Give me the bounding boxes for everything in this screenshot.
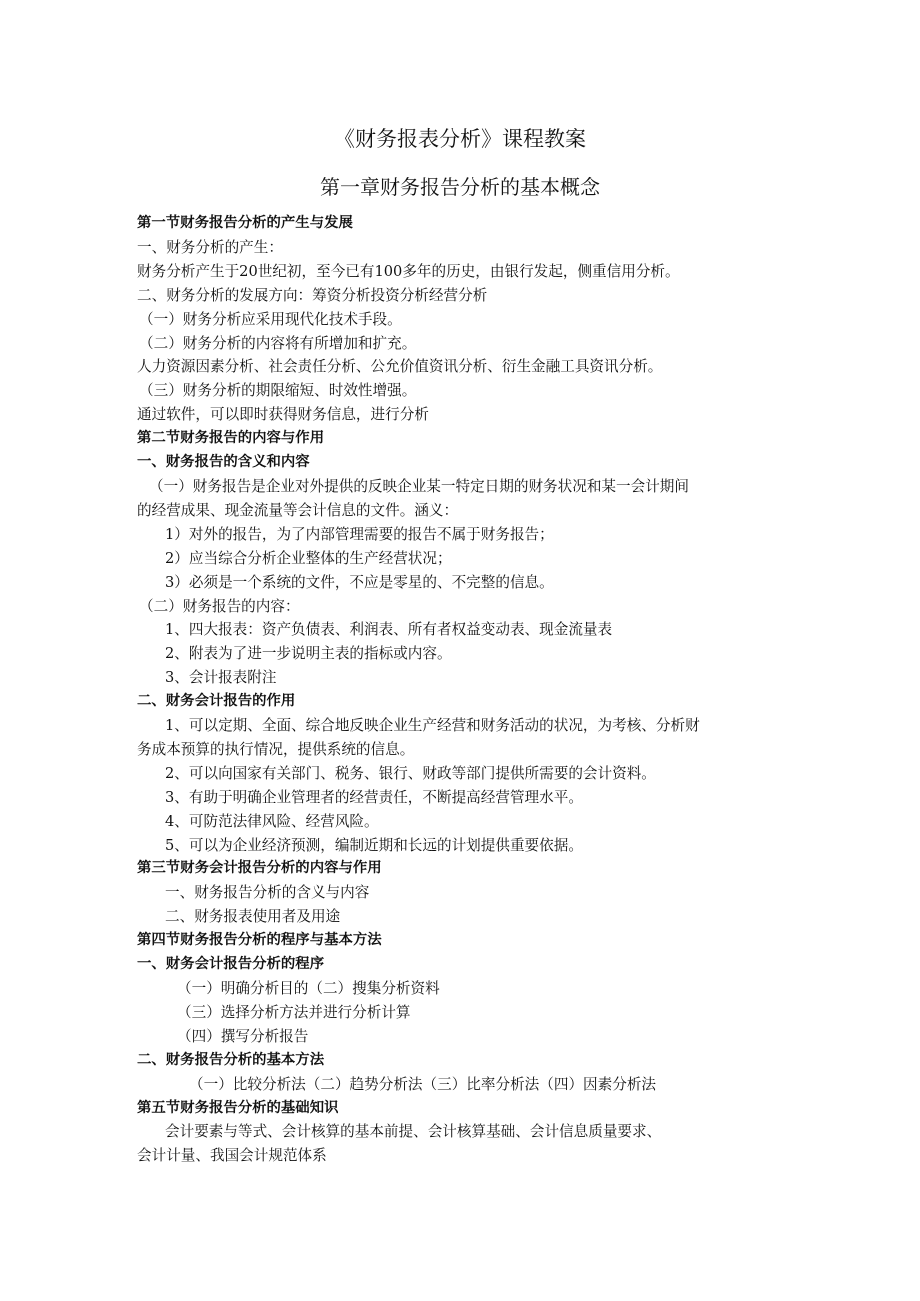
list-item: 2）应当综合分析企业整体的生产经营状况； (165, 549, 452, 567)
paragraph: 一、财务分析的产生： (137, 238, 283, 256)
paragraph: 人力资源因素分析、社会责任分析、公允价值资讯分析、衍生金融工具资讯分析。 (137, 358, 663, 376)
paragraph: 二、财务分析的发展方向：筹资分析投资分析经营分析 (137, 286, 488, 304)
paragraph: 务成本预算的执行情况，提供系统的信息。 (137, 740, 415, 758)
section-heading: 第三节财务会计报告分析的内容与作用 (137, 860, 382, 877)
list-item: 二、财务报表使用者及用途 (165, 908, 341, 926)
paragraph: 的经营成果、现金流量等会计信息的文件。涵义： (137, 501, 459, 519)
list-item: 3）必须是一个系统的文件，不应是零星的、不完整的信息。 (165, 573, 554, 591)
document-title: 《财务报表分析》课程教案 (334, 127, 586, 151)
list-item: 1、四大报表：资产负债表、利润表、所有者权益变动表、现金流量表 (165, 621, 613, 639)
subsection-heading: 二、财务报告分析的基本方法 (137, 1051, 325, 1068)
list-item: 3、有助于明确企业管理者的经营责任，不断提高经营管理水平。 (165, 788, 583, 806)
list-item: 4、可防范法律风险、经营风险。 (165, 812, 379, 830)
document-body (137, 212, 797, 1168)
paragraph: （一）财务分析应采用现代化技术手段。 (139, 310, 402, 328)
section-heading: 第一节财务报告分析的产生与发展 (137, 215, 353, 231)
list-item: （一）比较分析法（二）趋势分析法（三）比率分析法（四）因素分析法 (189, 1075, 657, 1093)
paragraph: 财务分析产生于20世纪初，至今已有100多年的历史，由银行发起，侧重信用分析。 (137, 262, 680, 280)
list-item: 2、可以向国家有关部门、税务、银行、财政等部门提供所需要的会计资料。 (165, 764, 656, 782)
list-item: （一）明确分析目的（二）搜集分析资料 (177, 980, 440, 997)
list-item: 1、可以定期、全面、综合地反映企业生产经营和财务活动的状况，为考核、分析财 (165, 717, 700, 735)
paragraph: （一）财务报告是企业对外提供的反映企业某一特定日期的财务状况和某一会计期间 (149, 477, 689, 495)
section-heading: 第四节财务报告分析的程序与基本方法 (137, 932, 382, 949)
paragraph: 会计要素与等式、会计核算的基本前提、会计核算基础、会计信息质量要求、 (165, 1123, 662, 1141)
list-item: （四）撰写分析报告 (177, 1027, 309, 1045)
paragraph: 通过软件，可以即时获得财务信息，进行分析 (137, 406, 429, 424)
section-heading: 第二节财务报告的内容与作用 (137, 430, 325, 447)
paragraph: 会计计量、我国会计规范体系 (137, 1147, 327, 1165)
subsection-heading: 二、财务会计报告的作用 (137, 693, 296, 710)
list-item: 一、财务报告分析的含义与内容 (165, 884, 370, 902)
list-item: 2、附表为了进一步说明主表的指标或内容。 (165, 645, 452, 663)
list-item: 1）对外的报告，为了内部管理需要的报告不属于财务报告； (165, 525, 554, 543)
subsection-heading: 一、财务报告的含义和内容 (137, 454, 310, 471)
subsection-heading: 一、财务会计报告分析的程序 (137, 956, 325, 973)
list-item: （三）选择分析方法并进行分析计算 (177, 1003, 411, 1021)
list-item: 3、会计报表附注 (165, 669, 277, 687)
paragraph: （三）财务分析的期限缩短、时效性增强。 (139, 382, 417, 400)
chapter-title: 第一章财务报告分析的基本概念 (320, 175, 600, 199)
section-heading: 第五节财务报告分析的基础知识 (137, 1099, 339, 1116)
paragraph: （二）财务分析的内容将有所增加和扩充。 (139, 334, 417, 352)
paragraph: （二）财务报告的内容： (139, 597, 300, 615)
list-item: 5、可以为企业经济预测，编制近期和长远的计划提供重要依据。 (165, 836, 583, 854)
